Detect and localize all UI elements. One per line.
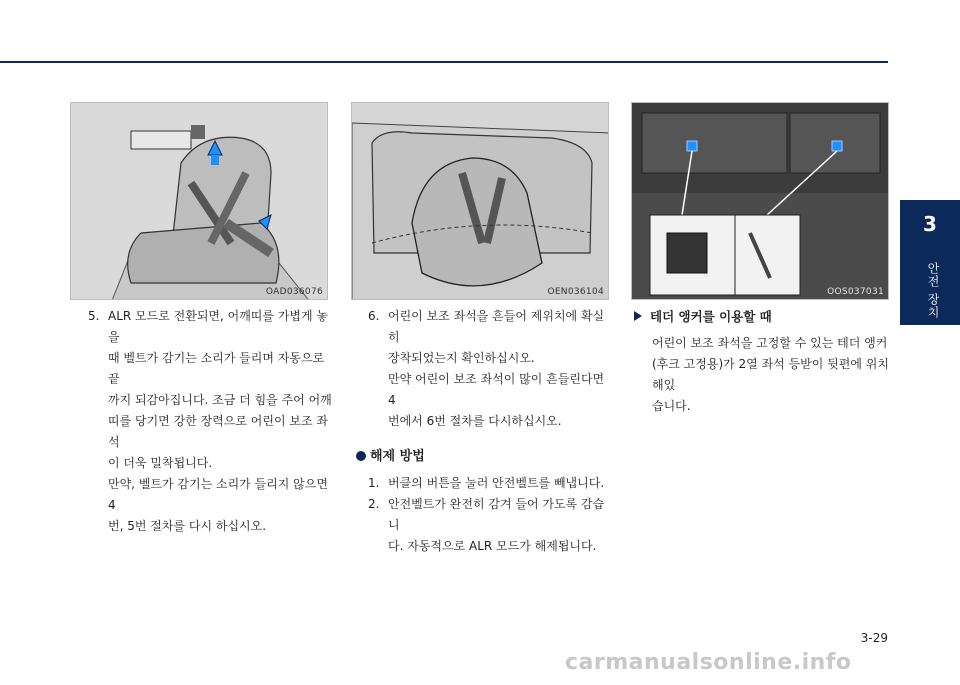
section-title: 안전 장치 bbox=[926, 262, 940, 319]
step-line: 만약, 벨트가 감기는 소리가 들리지 않으면 4 bbox=[108, 477, 328, 512]
step-line: 어린이 보조 좌석을 흔들어 제위치에 확실히 bbox=[388, 309, 605, 344]
figure-seat-belt-alr bbox=[70, 102, 328, 300]
para-line: 어린이 보조 좌석을 고정할 수 있는 테더 앵커 bbox=[652, 336, 888, 350]
section-tab bbox=[900, 200, 960, 325]
step-line: 때 벨트가 감기는 소리가 들리며 자동으로 끝 bbox=[108, 351, 325, 386]
step-6 bbox=[368, 306, 613, 432]
step-line: 버클의 버튼을 눌러 안전벨트를 빼냅니다. bbox=[388, 476, 605, 490]
column-1 bbox=[88, 306, 333, 537]
step-line: 번에서 6번 절차를 다시하십시오. bbox=[388, 414, 562, 428]
step-line: 다. 자동적으로 ALR 모드가 해제됩니다. bbox=[388, 539, 597, 553]
step-line: 안전벨트가 완전히 감겨 들어 가도록 감습니 bbox=[388, 497, 605, 532]
step-line: 띠를 당기면 강한 장력으로 어린이 보조 좌석 bbox=[108, 414, 328, 449]
triangle-bullet-icon bbox=[634, 311, 642, 321]
figure-code: OOS037031 bbox=[827, 287, 884, 297]
header-rule bbox=[0, 61, 888, 63]
seat-belt-illustration bbox=[71, 103, 328, 300]
step-line: 이 더욱 밀착됩니다. bbox=[108, 456, 213, 470]
figure-code: OAD036076 bbox=[265, 287, 323, 297]
figure-seat-install-check bbox=[351, 102, 609, 300]
column-2 bbox=[368, 306, 613, 557]
column-3 bbox=[632, 306, 890, 417]
step-1 bbox=[368, 473, 613, 494]
seat-install-illustration bbox=[352, 103, 609, 300]
tether-heading bbox=[632, 306, 890, 327]
step-2 bbox=[368, 494, 613, 557]
tether-paragraph bbox=[632, 333, 890, 417]
step-line: 장착되었는지 확인하십시오. bbox=[388, 351, 535, 365]
bullet-icon bbox=[356, 451, 366, 461]
para-line: 습니다. bbox=[652, 399, 691, 413]
step-line: 번, 5번 절차를 다시 하십시오. bbox=[108, 519, 267, 533]
step-number: 6. bbox=[368, 309, 380, 323]
step-line: 만약 어린이 보조 좌석이 많이 흔들린다면 4 bbox=[388, 372, 605, 407]
step-number: 2. bbox=[368, 497, 380, 511]
watermark: carmanualsonline.info bbox=[565, 650, 852, 675]
step-number: 1. bbox=[368, 476, 380, 490]
step-line: 까지 되감아집니다. 조금 더 힘을 주어 어깨 bbox=[108, 393, 332, 407]
tether-anchor-illustration bbox=[632, 103, 889, 300]
figure-code: OEN036104 bbox=[547, 287, 604, 297]
step-number: 5. bbox=[88, 309, 100, 323]
step-5 bbox=[88, 306, 333, 537]
section-number: 3 bbox=[923, 212, 937, 236]
heading-text: 해제 방법 bbox=[370, 449, 425, 464]
figure-tether-anchor bbox=[631, 102, 889, 300]
release-heading bbox=[356, 446, 613, 467]
step-line: ALR 모드로 전환되면, 어깨띠를 가볍게 놓을 bbox=[108, 309, 329, 344]
para-line: (후크 고정용)가 2열 좌석 등받이 뒷편에 위치해있 bbox=[652, 357, 889, 392]
heading-text: 테더 앵커를 이용할 때 bbox=[650, 309, 772, 324]
page-number: 3-29 bbox=[860, 631, 888, 645]
